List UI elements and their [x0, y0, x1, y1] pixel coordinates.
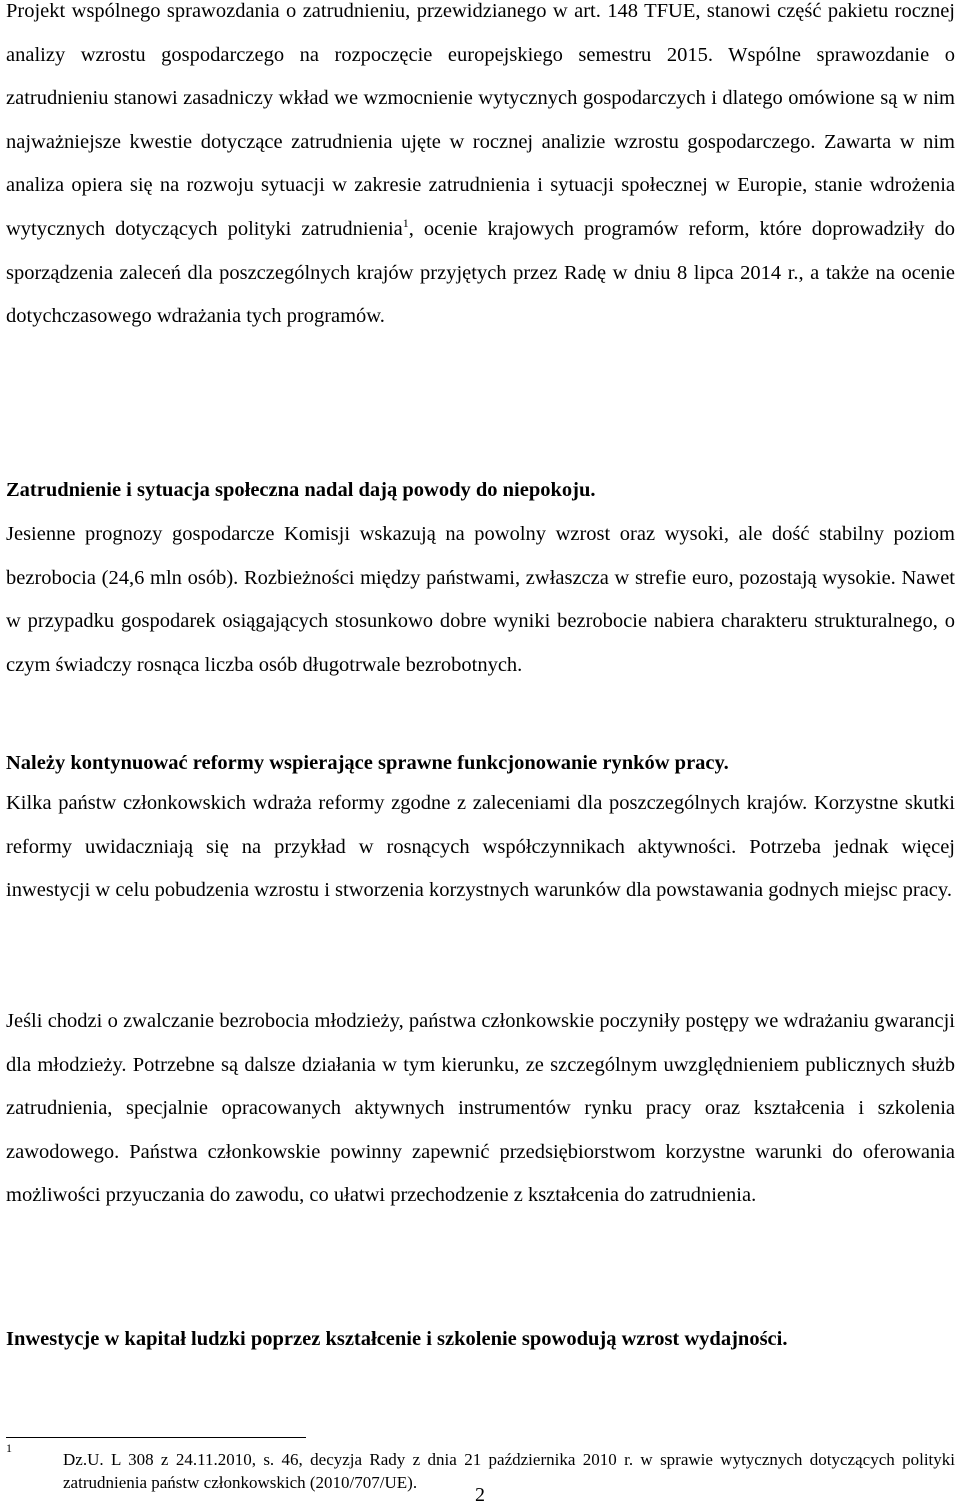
employment-paragraph: Jesienne prognozy gospodarcze Komisji wskazują na powolny wzrost oraz wysoki, ale dość stabilny poziom bezrobocia (24,6 mln osób). Rozbieżności między państwami, zwłaszcza w strefie euro, pozostają wysokie. Nawet w przypadku gospodarek osiągających stosunkowo dobre wyniki bezrobocie nabiera charakteru strukturalnego, o czym świadczy rosnąca liczba osób długotrwale bezrobotnych. [6, 523, 955, 676]
section-heading-reforms: Należy kontynuować reformy wspierające sprawne funkcjonowanie rynków pracy. [6, 752, 729, 774]
footnote-text: Dz.U. L 308 z 24.11.2010, s. 46, decyzja Rady z dnia 21 października 2010 r. w sprawie wytycznych dotyczących polityki zatrudnienia państw członkowskich (2010/707/UE). [63, 1450, 955, 1492]
page-number: 2 [475, 1484, 485, 1506]
footnote-reference: 1 [402, 216, 409, 231]
reforms-paragraph: Kilka państw członkowskich wdraża reformy zgodne z zaleceniami dla poszczególnych krajów. Korzystne skutki reformy uwidaczniają się na przykład w rosnących współczynnikach aktywności. Potrzeba jednak więcej inwestycji w celu pobudzenia wzrostu i stworzenia korzystnych warunków dla powstawania godnych miejsc pracy. [6, 792, 955, 902]
youth-unemployment-paragraph: Jeśli chodzi o zwalczanie bezrobocia młodzieży, państwa członkowskie poczyniły postępy we wdrażaniu gwarancji dla młodzieży. Potrzebne są dalsze działania w tym kierunku, ze szczególnym uwzględnieniem publicznych służb zatrudnienia, specjalnie opracowanych aktywnych instrumentów rynku pracy oraz kształcenia i szkolenia zawodowego. Państwa członkowskie powinny zapewnić przedsiębiorstwom korzystne warunki do oferowania możliwości przyuczania do zawodu, co ułatwi przechodzenie z kształcenia do zatrudnienia. [6, 1010, 955, 1207]
footnote-separator [6, 1437, 306, 1438]
section-heading-human-capital: Inwestycje w kapitał ludzki poprzez kształcenie i szkolenie spowodują wzrost wydajności. [6, 1328, 788, 1350]
intro-paragraph-text-continued: , ocenie krajowych programów reform, które doprowadziły do sporządzenia zaleceń dla poszczególnych krajów przyjętych przez Radę w dniu 8 lipca 2014 r., a także na ocenie dotychczasowego wdrażania tych programów. [6, 217, 956, 328]
section-heading-employment: Zatrudnienie i sytuacja społeczna nadal dają powody do niepokoju. [6, 479, 596, 501]
intro-paragraph-text: Projekt wspólnego sprawozdania o zatrudnieniu, przewidzianego w art. 148 TFUE, stanowi część pakietu rocznej analizy wzrostu gospodarczego na rozpoczęcie europejskiego semestru 2015. Wspólne sprawozdanie o zatrudnieniu stanowi zasadniczy wkład we wzmocnienie wytycznych gospodarczych i dlatego omówione są w nim najważniejsze kwestie dotyczące zatrudnienia ujęte w rocznej analizie wzrostu gospodarczego. Zawarta w nim analiza opiera się na rozwoju sytuacji w zakresie zatrudnienia i sytuacji społecznej w Europie, stanie wdrożenia wytycznych dotyczących polityki zatrudnienia [6, 0, 955, 240]
footnote-marker: 1 [6, 1441, 12, 1455]
intro-paragraph [6, 0, 955, 339]
